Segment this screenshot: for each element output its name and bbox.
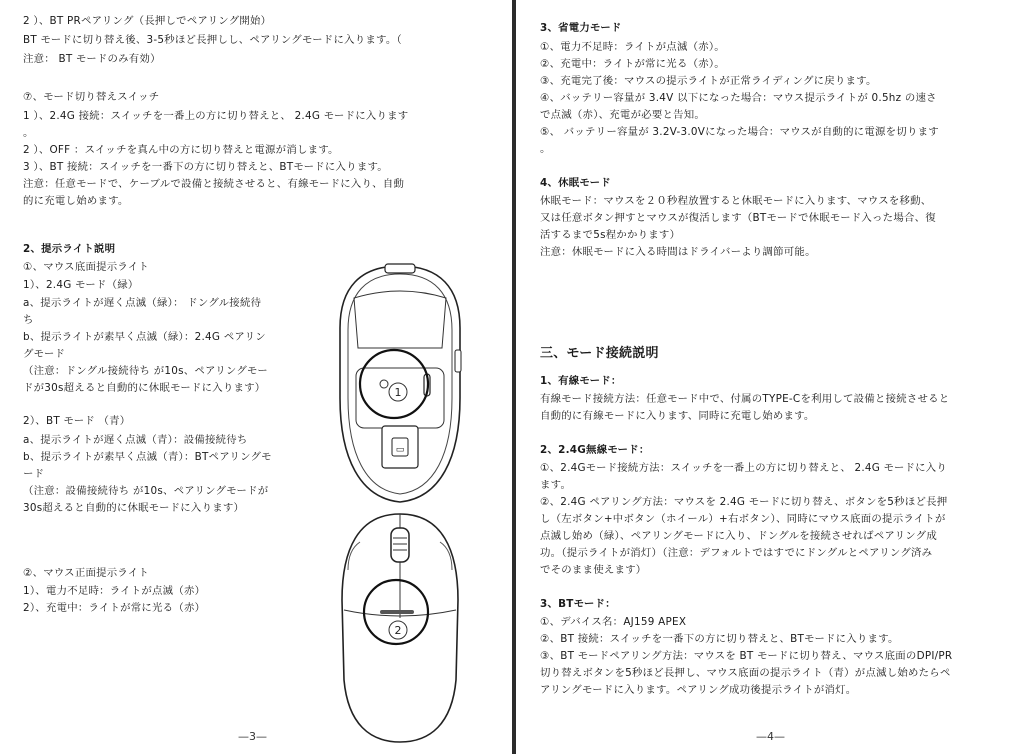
bt-mode-line-3: ③、BT モードペアリング方法：マウスを BT モードに切り替え、マウス底面のDPI/PR: [540, 650, 953, 662]
bt-mode-line-1: ①、デバイス名：AJ159 APEX: [540, 616, 687, 628]
wireless-24g-line-7: でそのまま使えます）: [540, 564, 647, 576]
left-line-9: 3 ）、BT 接続：スイッチを一番下の方に切り替えと、BTモードに入ります。: [23, 161, 388, 173]
scroll-wheel: [391, 528, 409, 562]
bt-mode-title: 3、BTモード：: [540, 598, 616, 610]
bt-mode-line-5: アリングモードに入ります。ペアリング成功後提示ライトが消灯。: [540, 684, 857, 696]
left-line-2: BT モードに切り替え後、3-5秒ほど長押しし、ペアリングモードに入ります。（: [23, 34, 402, 46]
wireless-24g-line-4: し（左ボタン+中ボタン（ホイール）+右ボタン）、同時にマウス底面の提示ライトが: [540, 513, 946, 525]
callout-label-2: 2: [394, 624, 402, 637]
wireless-24g-line-6: 功。（提示ライトが消灯）（注意：デフォルトではすでにドングルとペアリング済み: [540, 547, 933, 559]
chapter-title: 三、モード接続説明: [540, 346, 659, 361]
section-indicator-light-title: 2、提示ライト説明: [23, 243, 116, 255]
wireless-24g-title: 2、2.4G無線モード：: [540, 444, 650, 456]
power-saving-line-4: ④、バッテリー容量が 3.4V 以下になった場合：マウス提示ライトが 0.5hz の速さ: [540, 92, 937, 104]
power-saving-line-2: ②、充電中：ライトが常に光る（赤）。: [540, 58, 725, 70]
manual-page-3: [0, 0, 512, 754]
bt-mode-line-4: 切り替えボタンを5秒ほど長押し、マウス底面の提示ライト（青）が点滅し始めたらペ: [540, 667, 951, 679]
front-light-line-2: 1）、電力不足時：ライトが点滅（赤）: [23, 585, 206, 597]
page-number-3: —3—: [238, 730, 267, 743]
bottom-light-line-14: （注意：設備接続待ち が10s、ペアリングモードが: [23, 485, 269, 497]
wireless-24g-line-1: ①、2.4Gモード接続方法：スイッチを一番上の方に切り替えと、 2.4G モードに入り: [540, 462, 948, 474]
left-line-3: 注意： BT モードのみ有効）: [23, 53, 161, 65]
sleep-mode-line-4: 注意：休眠モードに入る時間はドライバーより調節可能。: [540, 246, 816, 258]
mouse-top-view-figure: [330, 510, 470, 746]
front-light-line-1: ②、マウス正面提示ライト: [23, 567, 149, 579]
bottom-light-line-6: グモード: [23, 348, 66, 360]
wired-mode-line-2: 自動的に有線モードに入ります、同時に充電し始めます。: [540, 410, 815, 422]
bottom-light-line-8: ドが30s超えると自動的に休眠モードに入ります）: [23, 382, 266, 394]
power-saving-line-3: ③、充電完了後：マウスの提示ライトが正常ライディングに戻ります。: [540, 75, 877, 87]
bottom-light-line-15: 30s超えると自動的に休眠モードに入ります）: [23, 502, 245, 514]
left-line-7: 。: [23, 127, 34, 139]
sleep-mode-line-3: 活するまで5s程かかります）: [540, 229, 681, 241]
left-line-6: 1 ）、2.4G 接続：スイッチを一番上の方に切り替えと、 2.4G モードに入ります: [23, 110, 409, 122]
left-line-11: 的に充電し始めます。: [23, 195, 129, 207]
bt-mode-line-2: ②、BT 接続：スイッチを一番下の方に切り替えと、BTモードに入ります。: [540, 633, 899, 645]
bottom-light-line-13: ード: [23, 468, 45, 480]
bottom-light-line-1: ①、マウス底面提示ライト: [23, 261, 149, 273]
wired-mode-line-1: 有線モード接続方法：任意モード中で、付属のTYPE-Cを利用して設備と接続させると: [540, 393, 950, 405]
bottom-light-line-3: a、提示ライトが遅く点滅（緑）： ドングル接続待: [23, 297, 262, 309]
bottom-light-line-5: b、提示ライトが素早く点滅（緑）：2.4G ペアリン: [23, 331, 266, 343]
front-light-line-3: 2）、充電中：ライトが常に光る（赤）: [23, 602, 206, 614]
sleep-mode-title: 4、休眠モード: [540, 177, 611, 189]
page-number-4: —4—: [756, 730, 785, 743]
bottom-light-line-2: 1）、2.4G モード（緑）: [23, 279, 139, 291]
power-saving-line-5: で点滅（赤）、充電が必要と告知。: [540, 109, 706, 121]
bottom-light-line-11: a、提示ライトが遅く点滅（青）：設備接続待ち: [23, 434, 248, 446]
wired-mode-title: 1、有線モード：: [540, 375, 622, 387]
power-saving-title: 3、省電力モード: [540, 22, 622, 34]
bottom-light-line-12: b、提示ライトが素早く点滅（青）：BTペアリングモ: [23, 451, 272, 463]
left-line-5: ⑦、モード切り替えスイッチ: [23, 91, 160, 103]
power-saving-line-1: ①、電力不足時：ライトが点滅（赤）。: [540, 41, 725, 53]
sleep-mode-line-1: 休眠モード：マウスを２０秒程放置すると休眠モードに入ります、マウスを移動、: [540, 195, 932, 207]
left-line-10: 注意：任意モードで、ケーブルで設備と接続させると、有線モードに入り、自動: [23, 178, 405, 190]
left-line-1: 2 ）、BT PRペアリング（長押しでペアリング開始）: [23, 15, 272, 27]
wireless-24g-line-3: ②、2.4G ペアリング方法：マウスを 2.4G モードに切り替え、ボタンを5秒ほど長押: [540, 496, 948, 508]
wireless-24g-line-5: 点滅し始め（緑）、ペアリングモードに入り、ドングルを接続させればペアリング成: [540, 530, 937, 542]
sleep-mode-line-2: 又は任意ボタン押すとマウスが復活します（BTモードで休眠モード入った場合、復: [540, 212, 936, 224]
mouse-bottom-view-figure: [330, 258, 470, 508]
manual-page-4: [516, 0, 1027, 754]
wireless-24g-line-2: ます。: [540, 479, 572, 491]
bottom-light-line-4: ち: [23, 314, 34, 326]
callout-label-1: 1: [394, 386, 402, 399]
svg-text:▭: ▭: [395, 445, 405, 455]
bottom-light-line-7: （注意：ドングル接続待ち が10s、ペアリングモー: [23, 365, 268, 377]
power-saving-line-7: 。: [540, 143, 551, 155]
bottom-light-line-10: 2）、BT モード （青）: [23, 415, 131, 427]
power-saving-line-6: ⑤、 バッテリー容量が 3.2V-3.0Vになった場合：マウスが自動的に電源を切ります: [540, 126, 939, 138]
left-line-8: 2 ）、OFF ：スイッチを真ん中の方に切り替えと電源が消します。: [23, 144, 339, 156]
